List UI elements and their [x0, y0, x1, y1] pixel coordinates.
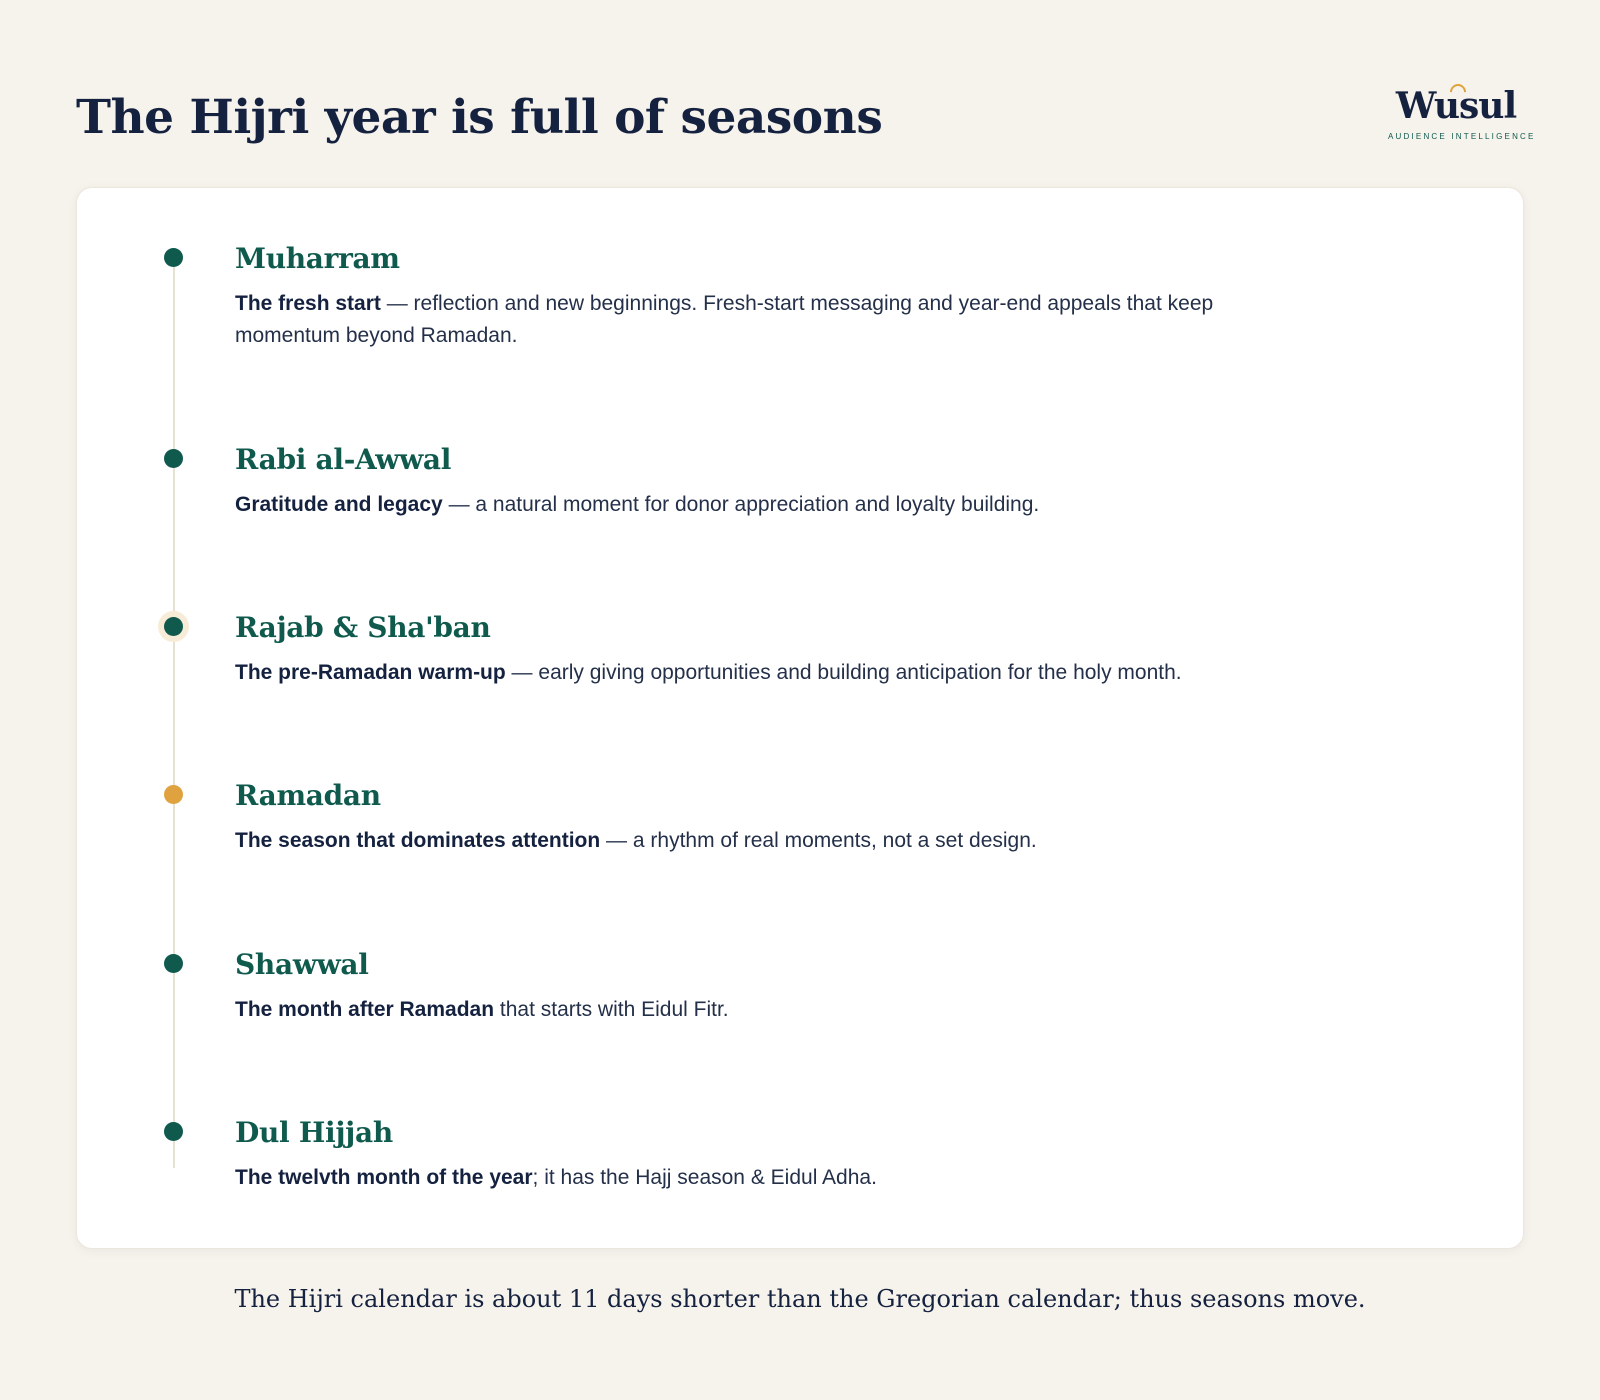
season-name: Ramadan — [235, 779, 381, 812]
season-lead: The month after Ramadan — [235, 998, 495, 1021]
season-name: Dul Hijjah — [235, 1116, 393, 1149]
season-lead: The season that dominates attention — [235, 829, 601, 852]
season-name: Muharram — [235, 242, 400, 275]
logo-word-text: Wusul — [1395, 85, 1517, 127]
season-description — [235, 825, 1315, 857]
season-name: Rabi al-Awwal — [235, 443, 452, 476]
timeline-dot-highlight — [164, 785, 183, 804]
season-name: Rajab & Sha'ban — [235, 611, 491, 644]
timeline-dot — [164, 1122, 183, 1141]
seasons-card — [76, 187, 1524, 1249]
footnote: The Hijri calendar is about 11 days shorter than the Gregorian calendar; thus seasons move. — [234, 1285, 1366, 1313]
season-lead: The pre-Ramadan warm-up — [235, 661, 506, 684]
season-detail: — early giving opportunities and building anticipation for the holy month. — [505, 661, 1182, 684]
season-description — [235, 1162, 1315, 1194]
season-lead: Gratitude and legacy — [235, 493, 443, 516]
logo-wordmark — [1388, 85, 1524, 127]
logo-tagline: AUDIENCE INTELLIGENCE — [1388, 132, 1536, 141]
season-detail: that starts with Eidul Fitr. — [494, 998, 729, 1021]
timeline-line — [173, 256, 175, 1168]
timeline-dot — [164, 617, 183, 636]
season-description — [235, 657, 1315, 689]
season-description — [235, 288, 1315, 352]
page-title: The Hijri year is full of seasons — [76, 90, 883, 145]
wusul-logo — [1388, 85, 1536, 141]
season-lead: The twelvth month of the year — [235, 1166, 533, 1189]
timeline-dot — [164, 954, 183, 973]
season-detail: — a rhythm of real moments, not a set design. — [600, 829, 1037, 852]
season-detail: — reflection and new beginnings. Fresh-start messaging and year-end appeals that keep momentum beyond Ramadan. — [235, 292, 1214, 347]
season-description — [235, 489, 1315, 521]
timeline-dot — [164, 449, 183, 468]
season-detail: — a natural moment for donor appreciation and loyalty building. — [442, 493, 1040, 516]
season-lead: The fresh start — [235, 292, 381, 315]
season-description — [235, 994, 1315, 1026]
season-name: Shawwal — [235, 948, 369, 981]
timeline-dot — [164, 248, 183, 267]
season-detail: ; it has the Hajj season & Eidul Adha. — [532, 1166, 877, 1189]
